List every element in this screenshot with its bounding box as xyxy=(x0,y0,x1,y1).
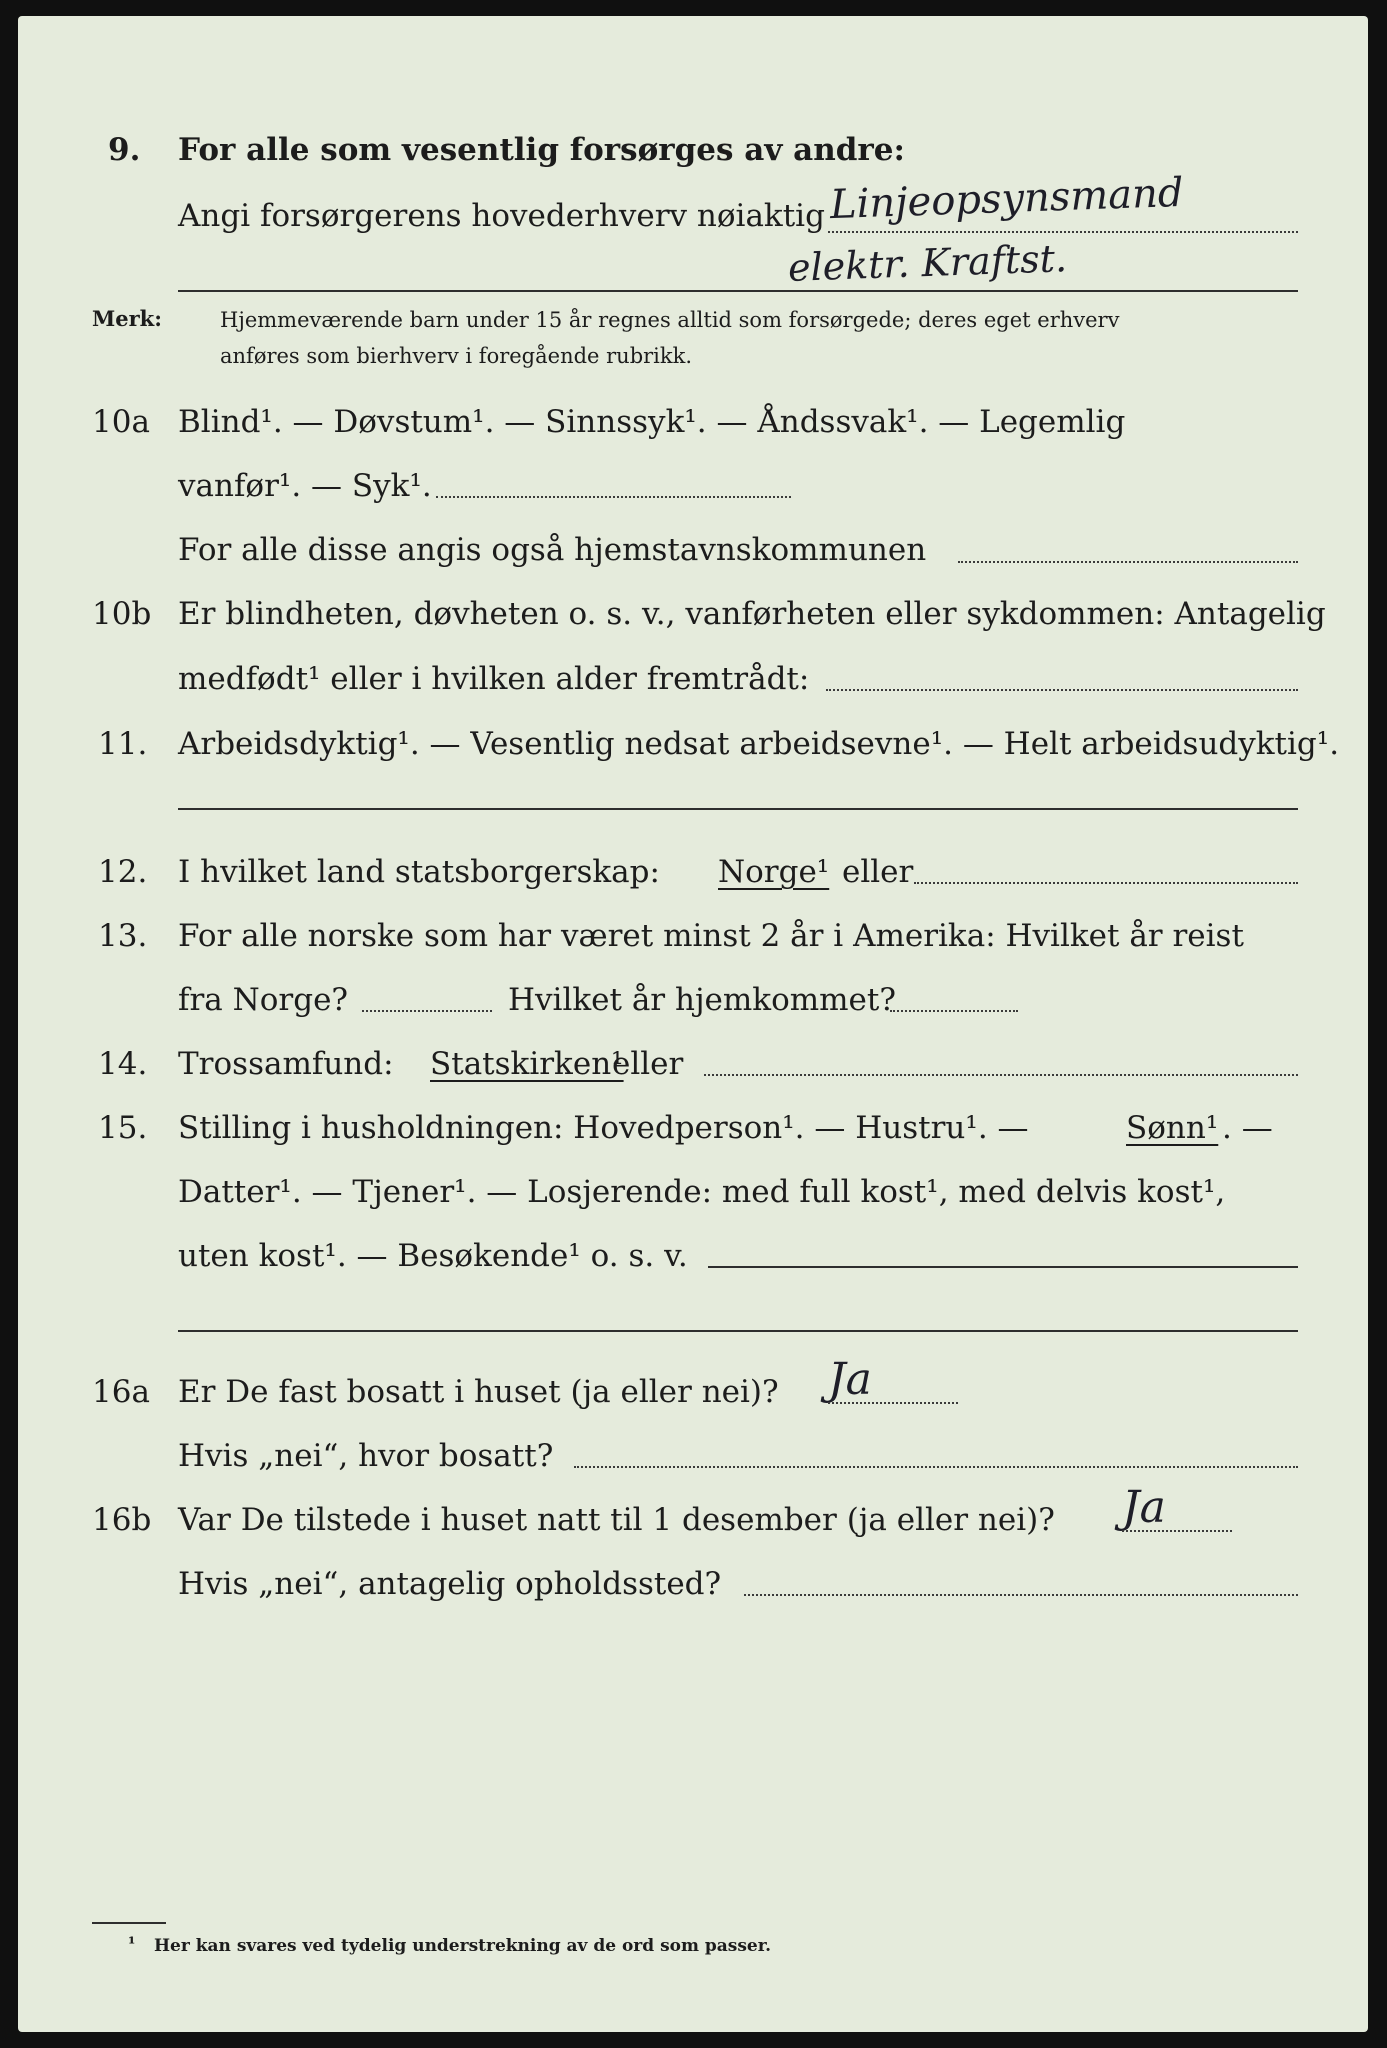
q13-line2b: Hvilket år hjemkommet? xyxy=(508,982,896,1018)
q10b-line1: Er blindheten, døvheten o. s. v., vanførheten eller sykdommen: Antagelig xyxy=(178,596,1326,632)
q15-answer-line xyxy=(708,1266,1298,1268)
q15-line3: uten kost¹. — Besøkende¹ o. s. v. xyxy=(178,1238,688,1274)
q16a-line1: Er De fast bosatt i huset (ja eller nei)? xyxy=(178,1374,779,1410)
q10a-line1: Blind¹. — Døvstum¹. — Sinnssyk¹. — Åndssvak¹. — Legemlig xyxy=(178,404,1126,440)
q12-prefix: I hvilket land statsborgerskap: xyxy=(178,854,660,890)
q12-answer-line xyxy=(914,882,1298,884)
q15-line2: Datter¹. — Tjener¹. — Losjerende: med full kost¹, med delvis kost¹, xyxy=(178,1174,1226,1210)
q11-answer-line xyxy=(178,808,1298,810)
footnote-rule xyxy=(92,1922,166,1924)
q14-prefix: Trossamfund: xyxy=(178,1046,394,1082)
q13-reist-line xyxy=(362,1010,492,1012)
q9-handwritten-answer-1: Linjeopsynsmand xyxy=(829,169,1185,229)
q11-number: 11. xyxy=(98,726,148,762)
q10a-hjemstavn-line xyxy=(958,561,1298,563)
q16b-answer-line xyxy=(1122,1530,1232,1532)
q9-answer-line-2 xyxy=(178,290,1298,292)
q16a-handwritten-answer: Ja xyxy=(828,1354,872,1405)
q12-number: 12. xyxy=(98,854,148,890)
census-form-page xyxy=(18,16,1368,2032)
q13-line1: For alle norske som har været minst 2 år i Amerika: Hvilket år reist xyxy=(178,918,1244,954)
q13-number: 13. xyxy=(98,918,148,954)
q16b-line2: Hvis „nei“, antagelig opholdssted? xyxy=(178,1566,722,1602)
q9-line1: For alle som vesentlig forsørges av andre: xyxy=(178,132,905,168)
q10b-answer-line xyxy=(826,689,1298,691)
q15-line1a: Stilling i husholdningen: Hovedperson¹. — Hustru¹. — xyxy=(178,1110,1029,1146)
q16a-answer-line xyxy=(828,1402,958,1404)
q16b-opholdssted-line xyxy=(744,1594,1298,1596)
q16a-line2: Hvis „nei“, hvor bosatt? xyxy=(178,1438,554,1474)
q15-line1c: . — xyxy=(1222,1110,1273,1146)
q16b-number: 16b xyxy=(92,1502,152,1538)
q9-number: 9. xyxy=(108,132,141,168)
q14-option-statskirken: Statskirken¹ xyxy=(430,1046,624,1082)
q9-answer-line-1 xyxy=(828,231,1298,233)
q10a-number: 10a xyxy=(92,404,150,440)
q16a-bosatt-line xyxy=(574,1466,1298,1468)
q10a-line2: vanfør¹. — Syk¹. xyxy=(178,468,432,504)
merk-label: Merk: xyxy=(92,306,162,331)
q10a-line3: For alle disse angis også hjemstavnskommunen xyxy=(178,532,927,568)
q14-answer-line xyxy=(704,1074,1298,1076)
q16b-line1: Var De tilstede i huset natt til 1 desember (ja eller nei)? xyxy=(178,1502,1055,1538)
footnote-text: Her kan svares ved tydelig understrekning av de ord som passer. xyxy=(154,1936,772,1956)
merk-line1: Hjemmeværende barn under 15 år regnes alltid som forsørgede; deres eget erhverv xyxy=(220,308,1120,332)
q15-option-sonn: Sønn¹ xyxy=(1126,1110,1219,1146)
q16a-number: 16a xyxy=(92,1374,150,1410)
merk-line2: anføres som bierhverv i foregående rubrikk. xyxy=(220,344,693,368)
q15-answer-line-2 xyxy=(178,1330,1298,1332)
q9-line2: Angi forsørgerens hovederhverv nøiaktig xyxy=(178,198,825,234)
q14-suffix: eller xyxy=(612,1046,684,1082)
q10b-line2: medfødt¹ eller i hvilken alder fremtrådt: xyxy=(178,661,810,697)
q15-number: 15. xyxy=(98,1110,148,1146)
q13-line2a: fra Norge? xyxy=(178,982,349,1018)
q11-line1: Arbeidsdyktig¹. — Vesentlig nedsat arbeidsevne¹. — Helt arbeidsudyktig¹. xyxy=(178,726,1340,762)
q12-option-norge: Norge¹ xyxy=(718,854,830,890)
q16b-handwritten-answer: Ja xyxy=(1122,1482,1166,1533)
q10b-number: 10b xyxy=(92,596,152,632)
q14-number: 14. xyxy=(98,1046,148,1082)
q12-suffix: eller xyxy=(842,854,914,890)
footnote-mark: ¹ xyxy=(128,1934,136,1954)
q9-handwritten-answer-2: elektr. Kraftst. xyxy=(787,236,1068,290)
q10a-syk-line xyxy=(436,496,791,498)
q13-hjemkommet-line xyxy=(890,1010,1018,1012)
